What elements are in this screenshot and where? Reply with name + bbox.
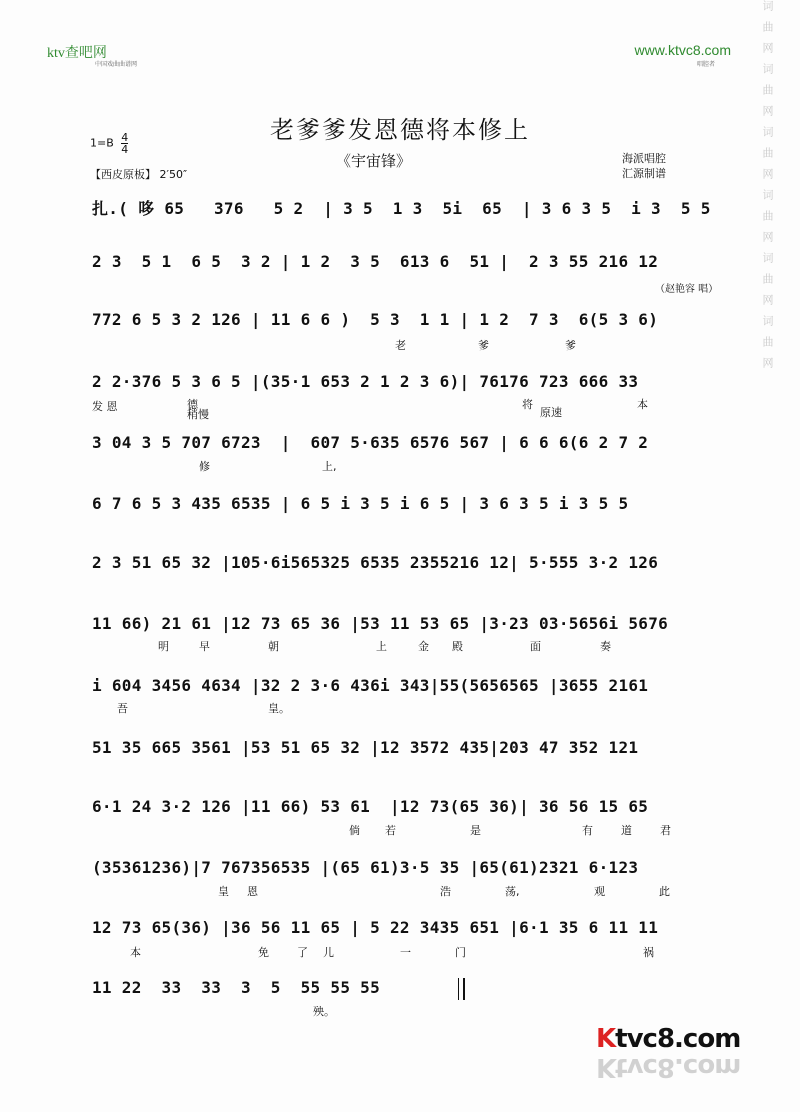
lyric: 将 [522,398,533,411]
lyric: 爹 [478,339,489,352]
lyric: 面 [530,640,541,653]
lyric: 祸 [643,946,654,959]
score-row-10 [92,738,714,757]
logo-reflection: Ktvc8.com [596,1052,741,1082]
key-label: 1=B [90,136,114,150]
lyric: 早 [199,640,210,653]
notes: i 604 3456 4634 |32 2 3·6 436i 343|55(5656565 |3655 2161 [92,676,649,695]
time-sig-numerator: 4 [121,131,129,144]
score-row-8 [92,614,714,633]
lyric: 观 [594,885,605,898]
lyric: 皇 [218,885,229,898]
credit-style: 海派唱腔 [622,152,666,165]
lyric: 殃。 [313,1005,335,1018]
score-row-7 [92,553,714,572]
score-row-6 [92,494,714,513]
lyric: 殿 [452,640,463,653]
credit-notation: 汇源制谱 [622,167,666,180]
lyric: 浩 [440,885,451,898]
score-row-12 [92,858,714,877]
notes: 12 73 65(36) |36 56 11 65 | 5 22 3435 651 |6·1 35 6 11 11 [92,918,659,937]
lyric: 有 [582,824,593,837]
lyric: 朝 [268,640,279,653]
time-sig-denominator: 4 [121,143,129,156]
ktvc8-logo[interactable] [596,1024,740,1054]
lyric: 上, [322,460,337,473]
lyric: 免 [258,946,269,959]
lyric: 了 [297,946,308,959]
lyric: 金 [418,640,429,653]
lyric: 此 [659,885,670,898]
opera-name: 《宇宙锋》 [336,152,412,170]
notes: 扎.( 哆 65 376 5 2 | 3 5 1 3 5i 65 | 3 6 3 5 i 3 5 5 [92,199,711,218]
lyric: 若 [385,824,396,837]
lyric: 倘 [349,824,360,837]
lyric: 吾 [117,702,128,715]
score-row-14 [92,978,714,997]
notes: 2 2·376 5 3 6 5 |(35·1 653 2 1 2 3 6)| 76176 723 666 33 [92,372,639,391]
lyric: 皇。 [268,702,290,715]
lyric: 修 [199,460,210,473]
score-row-1 [92,196,714,219]
lyric: 上 [376,640,387,653]
site-subtitle-left: 中国戏曲曲谱网 [95,61,138,68]
lyric: 爹 [565,339,576,352]
song-title: 老爹爹发恩德将本修上 [270,116,530,144]
lyric: 老 [395,339,406,352]
key-signature [90,132,128,155]
lyric: 荡, [505,885,520,898]
notes: 772 6 5 3 2 126 | 11 6 6 ) 5 3 1 1 | 1 2 7 3 6(5 3 6) [92,310,659,329]
lyric: 是 [470,824,481,837]
site-subtitle-right: 唱腔者 [696,61,715,68]
site-name-left[interactable]: ktv查吧网 [47,46,107,61]
notes: 6·1 24 3·2 126 |11 66) 53 61 |12 73(65 36)| 36 56 15 65 [92,797,649,816]
lyric: 发 恩 [92,400,118,413]
tempo-note: 稍慢 [187,408,209,421]
time-signature [121,132,128,155]
watermark-left [2,0,16,378]
score-row-2 [92,252,714,271]
logo-rest: tvc8.com [615,1024,741,1054]
notes: (35361236)|7 767356535 |(65 61)3·5 35 |65(61)2321 6·123 [92,858,639,877]
logo-k: K [596,1024,616,1054]
lyric: 本 [637,398,648,411]
notes: 6 7 6 5 3 435 6535 | 6 5 i 3 5 i 6 5 | 3 6 3 5 i 3 5 5 [92,494,629,513]
notes: 11 66) 21 61 |12 73 65 36 |53 11 53 65 |3·23 03·5656i 5676 [92,614,669,633]
lyric: 恩 [247,885,258,898]
lyric: 儿 [323,946,334,959]
lyric: 德 [187,398,198,411]
lyric: 君 [660,824,671,837]
score-row-11 [92,797,714,816]
lyric: 明 [158,640,169,653]
score-row-9 [92,676,714,695]
final-barline [458,978,465,1000]
score-row-3 [92,310,714,329]
notes: 2 3 5 1 6 5 3 2 | 1 2 3 5 613 6 51 | 2 3 55 216 12 [92,252,659,271]
lyric: 门 [455,946,466,959]
score-row-4 [92,372,714,391]
lyric: 一 [400,946,411,959]
tempo-marking: 【西皮原板】 2′50″ [90,168,188,181]
score-row-13 [92,918,714,937]
watermark-right: 词曲网词曲网词曲网词曲网词曲网词曲网 [761,0,774,378]
notes: 51 35 665 3561 |53 51 65 32 |12 3572 435|203 47 352 121 [92,738,639,757]
lyric: 本 [130,946,141,959]
notes: 2 3 51 65 32 |105·6i565325 6535 2355216 12| 5·555 3·2 126 [92,553,659,572]
notes: 3 04 3 5 707 6723 | 607 5·635 6576 567 | 6 6 6(6 2 7 2 [92,433,649,452]
tempo-note: 原速 [540,406,562,419]
site-url-right[interactable]: www.ktvc8.com [634,42,731,58]
lyric: 道 [621,824,632,837]
notes: 11 22 33 33 3 5 55 55 55 [92,978,381,997]
lyric: 奏 [600,640,611,653]
singer-note: （赵艳容 唱） [655,284,719,295]
score-row-5 [92,433,714,452]
